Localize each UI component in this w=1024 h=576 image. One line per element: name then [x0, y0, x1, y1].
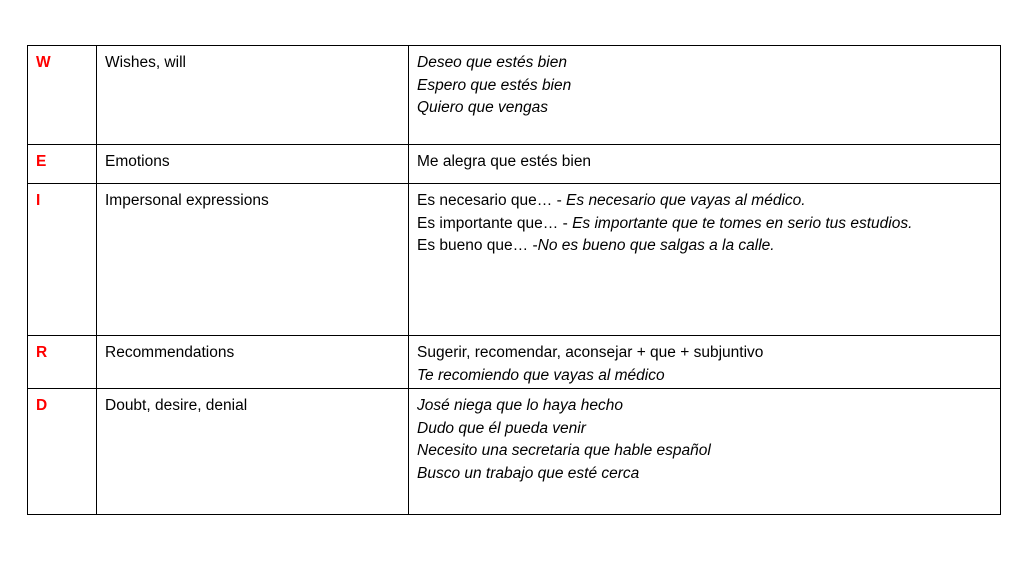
- table-row-e: [28, 145, 1001, 184]
- letter-i: I: [36, 192, 41, 209]
- category-e: Emotions: [105, 153, 170, 170]
- examples-cell: [409, 336, 1001, 389]
- example-text: Quiero que vengas: [417, 99, 548, 116]
- example-line: [417, 213, 992, 236]
- category-d: Doubt, desire, denial: [105, 397, 248, 414]
- example-text: Es importante que te tomes en serio tus estudios.: [572, 214, 913, 232]
- letter-cell: [28, 389, 97, 515]
- examples-cell: [409, 389, 1001, 515]
- example-text: José niega que lo haya hecho: [417, 397, 623, 414]
- example-text: Sugerir, recomendar, aconsejar + que + subjuntivo: [417, 344, 764, 361]
- example-line: [417, 75, 992, 98]
- example-text: Dudo que él pueda venir: [417, 419, 586, 437]
- category-cell: [97, 46, 409, 145]
- table-row-i: [28, 184, 1001, 336]
- example-line: [417, 463, 992, 486]
- category-w: Wishes, will: [105, 54, 186, 71]
- table-row-d: [28, 389, 1001, 515]
- letter-cell: [28, 184, 97, 336]
- example-prefix: Es bueno que… -: [417, 237, 538, 254]
- category-r: Recommendations: [105, 344, 235, 361]
- example-text: Te recomiendo que vayas al médico: [417, 366, 665, 384]
- example-line: [417, 418, 992, 441]
- example-line: [417, 97, 992, 120]
- examples-cell: [409, 145, 1001, 184]
- example-text: Busco un trabajo que esté cerca: [417, 464, 640, 482]
- example-text: Espero que estés bien: [417, 76, 572, 94]
- example-line: [417, 151, 992, 174]
- category-cell: [97, 389, 409, 515]
- table-row-r: [28, 336, 1001, 389]
- letter-cell: [28, 145, 97, 184]
- example-text: Me alegra que estés bien: [417, 153, 592, 170]
- table-row-w: [28, 46, 1001, 145]
- example-line: [417, 235, 992, 258]
- letter-cell: [28, 46, 97, 145]
- category-cell: [97, 184, 409, 336]
- example-text: No es bueno que salgas a la calle.: [537, 237, 775, 254]
- examples-cell: [409, 46, 1001, 145]
- example-line: [417, 190, 992, 213]
- example-prefix: Es necesario que… -: [417, 192, 567, 209]
- letter-d: D: [36, 397, 48, 414]
- example-prefix: Es importante que… -: [417, 214, 573, 232]
- example-line: [417, 52, 992, 75]
- letter-e: E: [36, 153, 47, 170]
- example-text: Es necesario que vayas al médico.: [566, 192, 806, 209]
- example-line: [417, 342, 992, 365]
- letter-r: R: [36, 344, 48, 361]
- weird-table: [27, 45, 1001, 515]
- category-i: Impersonal expressions: [105, 192, 269, 209]
- example-text: Deseo que estés bien: [417, 54, 567, 71]
- example-line: [417, 365, 992, 388]
- category-cell: [97, 336, 409, 389]
- examples-cell: [409, 184, 1001, 336]
- letter-cell: [28, 336, 97, 389]
- category-cell: [97, 145, 409, 184]
- example-line: [417, 440, 992, 463]
- letter-w: W: [36, 54, 51, 71]
- example-line: [417, 395, 992, 418]
- example-text: Necesito una secretaria que hable español: [417, 442, 711, 459]
